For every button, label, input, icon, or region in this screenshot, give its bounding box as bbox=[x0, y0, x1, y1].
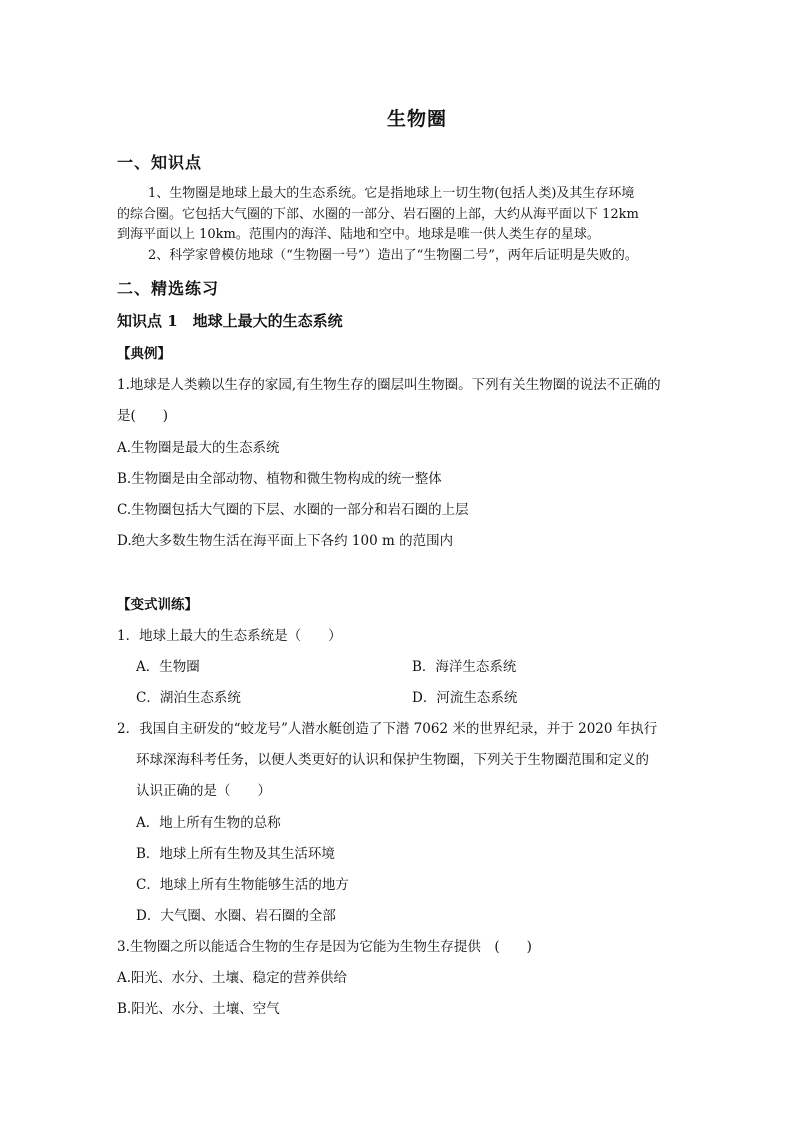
q3-option-b: B.阳光、水分、土壤、空气 bbox=[117, 1001, 280, 1017]
example-question-stem-line-2: 是( ) bbox=[117, 408, 169, 424]
section-heading-knowledge: 一、知识点 bbox=[117, 153, 203, 172]
q1-stem: 1．地球上最大的生态系统是（ ） bbox=[117, 628, 342, 644]
q3-option-a: A.阳光、水分、土壤、稳定的营养供给 bbox=[117, 970, 348, 986]
knowledge-point-2: 2、科学家曾模仿地球（“生物圈一号”）造出了“生物圈二号”，两年后证明是失败的。 bbox=[148, 248, 638, 263]
q2-stem-line-2: 环球深海科考任务，以便人类更好的认识和保护生物圈，下列关于生物圈范围和定义的 bbox=[136, 752, 649, 768]
q2-option-a: A．地上所有生物的总称 bbox=[136, 815, 281, 831]
example-option-a: A.生物圈是最大的生态系统 bbox=[117, 440, 280, 456]
training-label: 【变式训练】 bbox=[117, 597, 198, 613]
knowledge-point-subheading: 知识点 1 地球上最大的生态系统 bbox=[117, 312, 343, 330]
q2-option-b: B．地球上所有生物及其生活环境 bbox=[136, 846, 335, 862]
example-option-b: B.生物圈是由全部动物、植物和微生物构成的统一整体 bbox=[117, 471, 442, 487]
q2-stem-line-3: 认识正确的是（ ） bbox=[136, 783, 271, 799]
q2-option-d: D．大气圈、水圈、岩石圈的全部 bbox=[136, 908, 336, 924]
q1-option-a: A．生物圈 bbox=[136, 659, 200, 675]
q1-option-c: C．湖泊生态系统 bbox=[136, 690, 241, 706]
section-heading-practice: 二、精选练习 bbox=[117, 279, 220, 298]
q2-option-c: C．地球上所有生物能够生活的地方 bbox=[136, 877, 349, 893]
q2-stem-line-1: 2．我国自主研发的“蛟龙号”人潜水艇创造了下潜 7062 米的世界纪录，并于 2020 年执行 bbox=[117, 721, 658, 737]
example-question-stem-line-1: 1.地球是人类赖以生存的家园,有生物生存的圈层叫生物圈。下列有关生物圈的说法不正确的 bbox=[117, 377, 661, 393]
example-label: 【典例】 bbox=[117, 346, 171, 362]
page-title: 生物圈 bbox=[386, 108, 447, 130]
q1-option-d: D．河流生态系统 bbox=[412, 690, 518, 706]
q3-stem: 3.生物圈之所以能适合生物的生存是因为它能为生物生存提供 ( ) bbox=[117, 939, 532, 955]
knowledge-point-1-line-3: 到海平面以上 10km。范围内的海洋、陆地和空中。地球是唯一供人类生存的星球。 bbox=[117, 227, 600, 242]
q1-option-b: B．海洋生态系统 bbox=[412, 659, 517, 675]
example-option-d: D.绝大多数生物生活在海平面上下各约 100 m 的范围内 bbox=[117, 533, 454, 549]
example-option-c: C.生物圈包括大气圈的下层、水圈的一部分和岩石圈的上层 bbox=[117, 502, 469, 518]
knowledge-point-1-line-1: 1、生物圈是地球上最大的生态系统。它是指地球上一切生物(包括人类)及其生存环境 bbox=[148, 186, 635, 201]
knowledge-point-1-line-2: 的综合圈。它包括大气圈的下部、水圈的一部分、岩石圈的上部，大约从海平面以下 12km bbox=[117, 207, 639, 222]
